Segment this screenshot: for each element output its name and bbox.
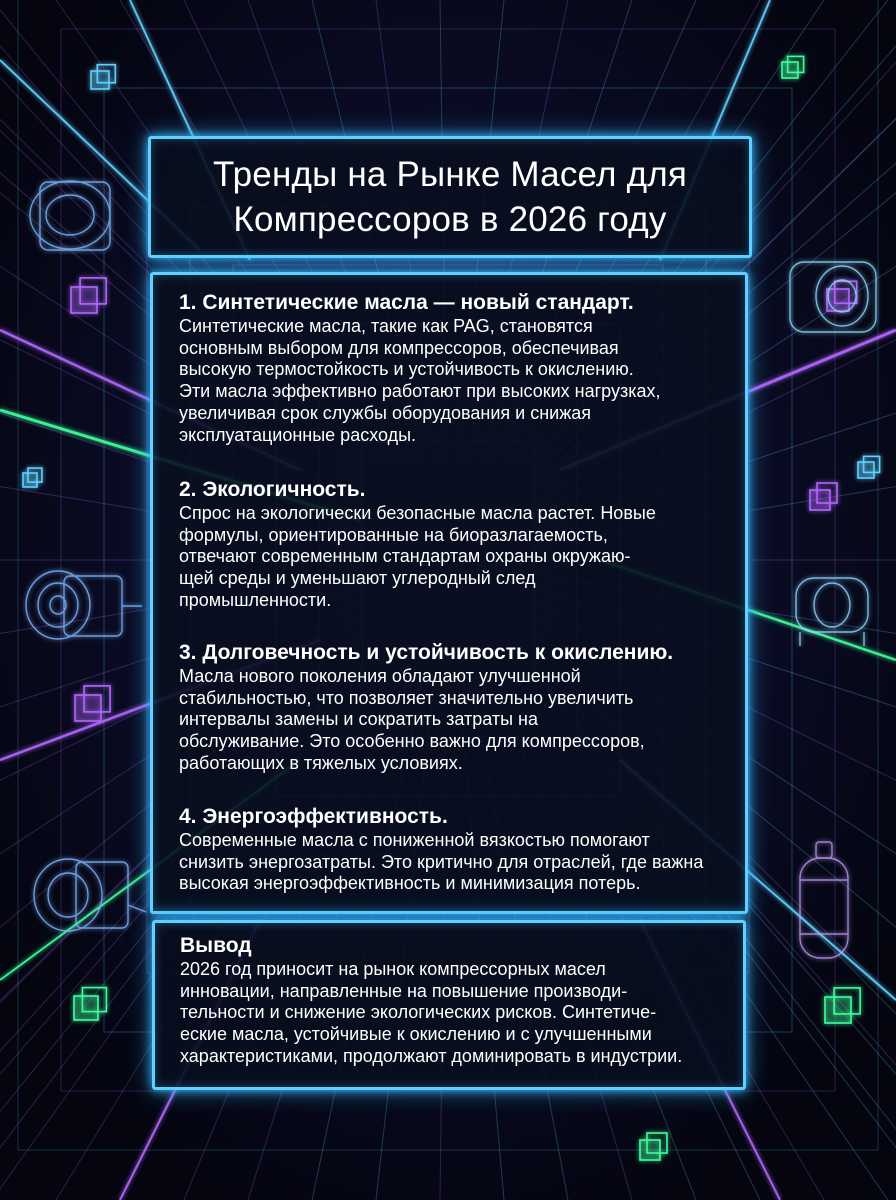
- wireframe-cube: [864, 456, 880, 472]
- wireframe-cube: [788, 56, 804, 72]
- section-heading: 4. Энергоэффективность.: [179, 805, 448, 828]
- conclusion-heading: Вывод: [180, 934, 252, 957]
- section-heading: 2. Экологичность.: [179, 478, 366, 501]
- wireframe-cube: [834, 988, 860, 1014]
- section-body: Спрос на экологически безопасные масла растет. Новые формулы, ориентированные на биоразлагаемость, отвечают современным стандартам охраны окружаю- щей среды и уменьшают углеродный след промышленности.: [179, 503, 656, 610]
- page-title: [213, 152, 687, 242]
- section-body: Синтетические масла, такие как PAG, становятся основным выбором для компрессоров, обеспечивая высокую термостойкость и устойчивость к окислению. Эти масла эффективно работают при высоких нагрузках, увеличивая срок службы оборудования и снижая эксплуатационные расходы.: [179, 316, 661, 445]
- section-heading: 3. Долговечность и устойчивость к окислению.: [179, 641, 674, 664]
- section-synthetic-oils: [179, 290, 749, 446]
- title-panel: [148, 136, 752, 258]
- section-heading: 1. Синтетические масла — новый стандарт.: [179, 291, 634, 314]
- wireframe-cube: [647, 1133, 667, 1153]
- wireframe-cube: [97, 65, 115, 83]
- section-ecology: [179, 477, 749, 612]
- wireframe-cube: [80, 278, 106, 304]
- wireframe-cube: [28, 468, 42, 482]
- conclusion-panel: [152, 920, 746, 1090]
- wireframe-cube: [84, 686, 110, 712]
- section-conclusion: [180, 933, 750, 1068]
- wireframe-cube: [835, 281, 857, 303]
- wireframe-cube: [817, 483, 837, 503]
- section-body: Современные масла с пониженной вязкостью помогают снизить энергозатраты. Это критично для отраслей, где важна высокая энергоэффективность и минимизация потерь.: [179, 830, 704, 894]
- trends-panel: [150, 272, 748, 914]
- section-body: Масла нового поколения обладают улучшенной стабильностью, что позволяет значительно увеличить интервалы замены и сократить затраты на обслуживание. Это особенно важно для компрессоров, работающих в тяжелых условиях.: [179, 666, 645, 773]
- section-durability: [179, 640, 749, 775]
- wireframe-cube: [82, 988, 106, 1012]
- conclusion-body: 2026 год приносит на рынок компрессорных масел инновации, направленные на повышение производи- тельности и снижение экологических рисков. Синтетиче- еские масла, устойчивые к окислению и с улучшенными характеристиками, продолжают доминировать в индустрии.: [180, 959, 683, 1066]
- section-energy-efficiency: [179, 804, 749, 895]
- title-text: Тренды на Рынке Масел для Компрессоров в 2026 году: [213, 155, 687, 239]
